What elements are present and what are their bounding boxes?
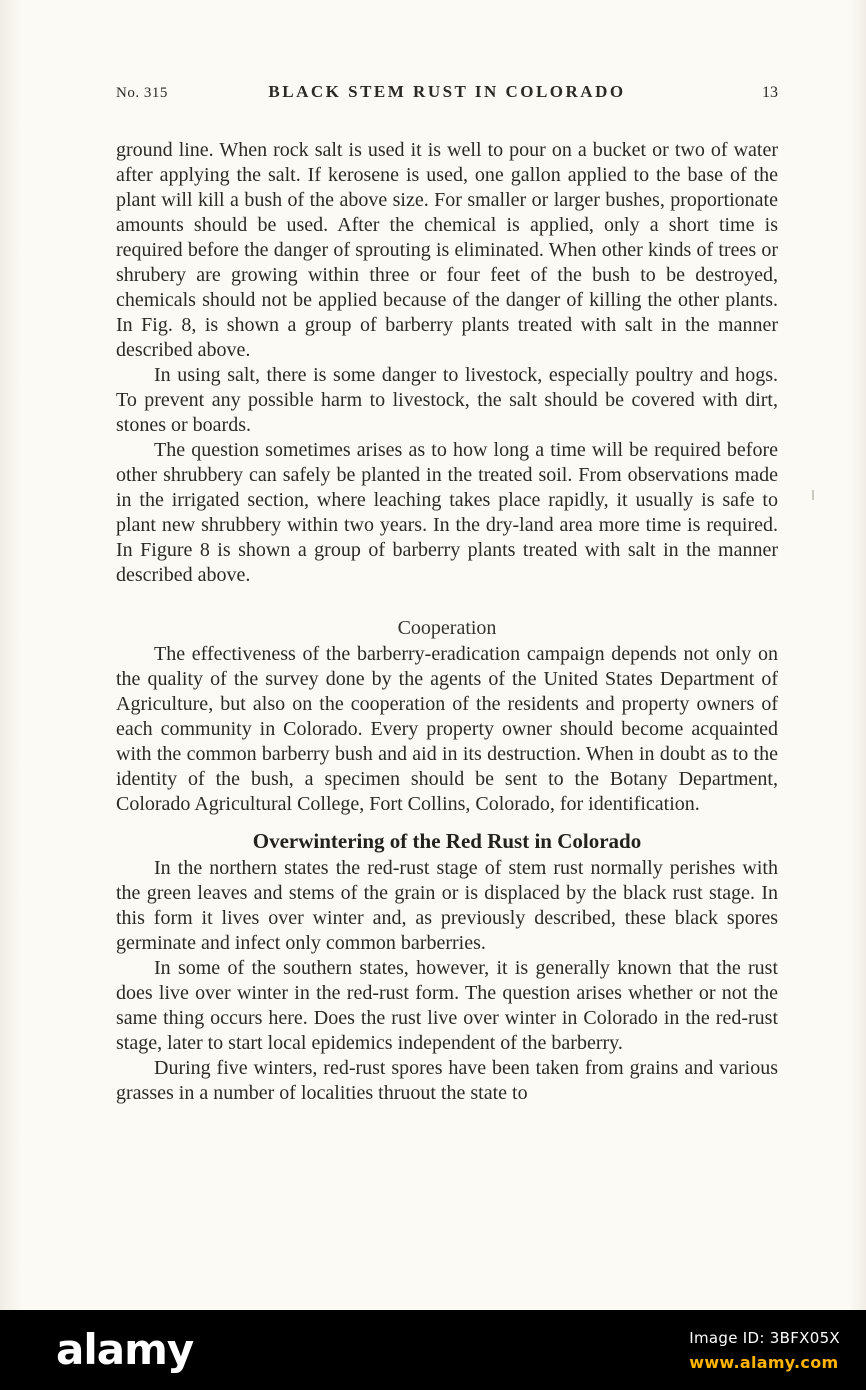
paragraph-five-winters: During five winters, red-rust spores have been taken from grains and various grasses in a number of localities thruout the state to (116, 1057, 778, 1104)
page-header (116, 82, 778, 102)
alamy-watermark-bar (0, 1310, 866, 1390)
alamy-url-text: www.alamy.com (689, 1352, 839, 1372)
watermark-info (689, 1329, 840, 1372)
doc-number: No. 315 (116, 85, 168, 101)
scan-artifact-mark (812, 490, 814, 500)
section-heading-overwintering: Overwintering of the Red Rust in Colorado (252, 829, 642, 853)
page-body (116, 138, 778, 1106)
paragraph-using-salt: In using salt, there is some danger to livestock, especially poultry and hogs. To prevent any possible harm to livestock, the salt should be covered with dirt, stones or boards. (116, 364, 778, 436)
paragraph-northern-states: In the northern states the red-rust stage of stem rust normally perishes with the green leaves and stems of the grain or is displaced by the black rust stage. In this form it lives over winter and, as previously described, these black spores germinate and infect only common barberries. (116, 857, 778, 954)
section-heading-cooperation: Cooperation (397, 617, 497, 639)
paragraph-ground-line: ground line. When rock salt is used it is well to pour on a bucket or two of water after applying the salt. If kerosene is used, one gallon applied to the base of the plant will kill a bush of the above size. For smaller or larger bushes, proportionate amounts should be used. After the chemical is applied, only a short time is required before the danger of sprouting is eliminated. When other kinds of trees or shrubery are growing within three or four feet of the bush to be destroyed, chemicals should not be applied because of the danger of killing the other plants. In Fig. 8, is shown a group of barberry plants treated with salt in the manner described above. (116, 139, 778, 361)
paragraph-question-arises: The question sometimes arises as to how long a time will be required before other shrubbery can safely be planted in the treated soil. From observations made in the irrigated section, where leaching takes place rapidly, it usually is safe to plant new shrubbery within two years. In the dry-land area more time is required. In Figure 8 is shown a group of barberry plants treated with salt in the manner described above. (116, 439, 778, 586)
image-id-text: Image ID: 3BFX05X (689, 1328, 840, 1347)
alamy-logo: alamy (56, 1325, 194, 1374)
paragraph-southern-states: In some of the southern states, however, it is generally known that the rust does live over winter in the red-rust form. The question arises whether or not the same thing occurs here. Does the rust live over winter in Colorado in the red-rust stage, later to start local epidemics independent of the barberry. (116, 957, 778, 1054)
running-title: BLACK STEM RUST IN COLORADO (268, 82, 626, 101)
paragraph-effectiveness: The effectiveness of the barberry-eradication campaign depends not only on the quality of the survey done by the agents of the United States Department of Agriculture, but also on the cooperation of the residents and property owners of each community in Colorado. Every property owner should become acquainted with the common barberry bush and aid in its destruction. When in doubt as to the identity of the bush, a specimen should be sent to the Botany Department, Colorado Agricultural College, Fort Collins, Colorado, for identification. (116, 643, 778, 815)
page-number: 13 (762, 84, 778, 101)
